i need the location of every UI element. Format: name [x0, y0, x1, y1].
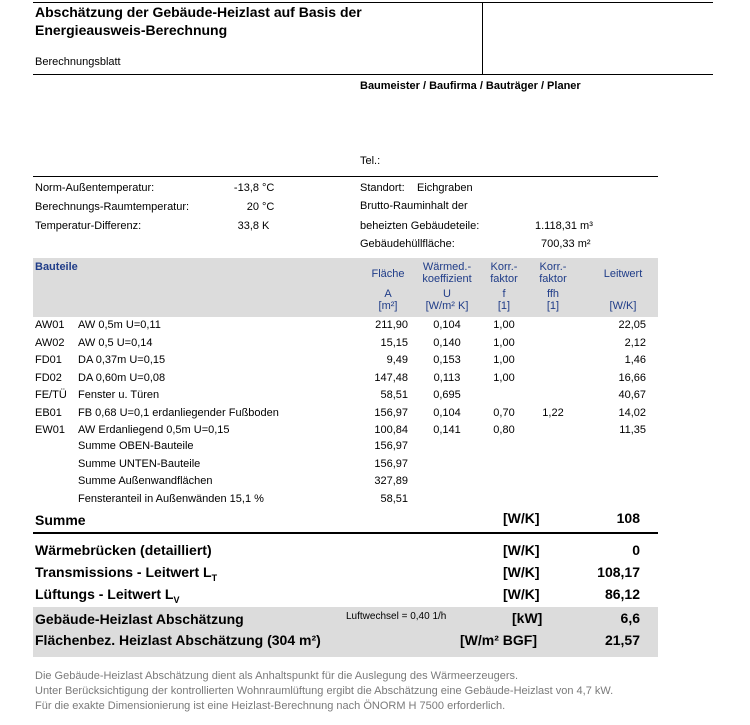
- row-code: FE/TÜ: [35, 389, 67, 401]
- result-label-text: Wärmebrücken (detailliert): [35, 542, 212, 558]
- standort-label: Standort:: [360, 182, 405, 194]
- col-korr-f-unit: [1]: [497, 300, 511, 312]
- row-desc: AW 0,5m U=0,11: [78, 319, 161, 331]
- row-leitwert: 14,02: [618, 406, 646, 419]
- row-code: FD01: [35, 354, 62, 366]
- row-desc: DA 0,60m U=0,08: [78, 371, 166, 384]
- row-f: 0,80: [493, 424, 515, 436]
- tel-label: Tel.:: [360, 155, 381, 167]
- param-unit: °C: [262, 182, 275, 194]
- col-korr-ffh-sym: ffh: [546, 288, 560, 300]
- subtitle: Berechnungsblatt: [35, 56, 121, 68]
- row-code: AW01: [35, 319, 65, 331]
- footer-line: Die Gebäude-Heizlast Abschätzung dient als Anhaltspunkt für die Auslegung des Wärmeerzeugers.: [35, 670, 519, 682]
- result-label-subscript: V: [173, 594, 180, 605]
- summe-unit: [W/K]: [503, 510, 540, 526]
- row-u: 0,153: [433, 354, 461, 366]
- row-code: EW01: [35, 424, 65, 436]
- col-waerme-sym: U: [443, 288, 451, 300]
- flaechenbez-unit: [W/m² BGF]: [460, 632, 537, 648]
- row-leitwert: 1,46: [624, 354, 646, 366]
- footer-line: Für die exakte Dimensionierung ist eine Heizlast-Berechnung nach ÖNORM H 7500 erforderlich.: [35, 700, 506, 712]
- col-korr-ffh: Korr.- faktor: [539, 261, 567, 285]
- row-u: 0,141: [433, 424, 461, 436]
- row-f: 1,00: [493, 319, 515, 331]
- param-label: Berechnungs-Raumtemperatur:: [35, 201, 190, 213]
- row-code: EB01: [35, 406, 62, 419]
- col-korr-f-sym: f: [502, 288, 506, 300]
- role-label: Baumeister / Baufirma / Bauträger / Planer: [360, 80, 581, 92]
- sum-value: 156,97: [374, 440, 408, 452]
- row-code: AW02: [35, 336, 65, 349]
- heizlast-note: Luftwechsel = 0,40 1/h: [346, 611, 447, 622]
- sum-value: 156,97: [374, 457, 408, 470]
- row-u: 0,140: [433, 336, 461, 349]
- row-area: 211,90: [375, 319, 408, 331]
- row-u: 0,104: [433, 319, 461, 331]
- row-leitwert: 2,12: [624, 336, 646, 349]
- params-top-border: [33, 176, 658, 177]
- sum-label: Summe Außenwandflächen: [78, 475, 213, 487]
- row-desc: FB 0,68 U=0,1 erdanliegender Fußboden: [78, 406, 279, 419]
- row-u: 0,695: [433, 389, 461, 401]
- title-line-1: Abschätzung der Gebäude-Heizlast auf Basis der: [35, 4, 362, 20]
- summe-value: 108: [616, 510, 640, 526]
- volume-label-1: Brutto-Rauminhalt der: [360, 200, 468, 212]
- result-unit: [W/K]: [503, 542, 540, 558]
- result-label-subscript: T: [211, 572, 218, 583]
- result-label: [35, 542, 212, 558]
- col-korr-ffh-unit: [1]: [546, 300, 560, 312]
- result-label-text: Transmissions - Leitwert L: [35, 564, 212, 580]
- col-korr-f: Korr.- faktor: [490, 261, 518, 285]
- row-f: 1,00: [493, 354, 515, 366]
- result-value: 108,17: [597, 564, 640, 580]
- row-leitwert: 40,67: [618, 389, 646, 401]
- col-flaeche-sym: A: [384, 288, 392, 300]
- row-area: 15,15: [380, 336, 408, 349]
- row-area: 147,48: [374, 371, 408, 384]
- heizlast-value: 6,6: [620, 610, 640, 626]
- row-area: 100,84: [374, 424, 408, 436]
- row-code: FD02: [35, 371, 62, 384]
- top-border: [33, 2, 713, 3]
- flaechenbez-value: 21,57: [604, 632, 640, 648]
- title-line-2: Energieausweis-Berechnung: [35, 22, 228, 38]
- result-label: [35, 564, 217, 583]
- header-divider: [482, 2, 483, 74]
- param-value: -13,8: [233, 182, 259, 194]
- heizlast-label: Gebäude-Heizlast Abschätzung: [35, 611, 244, 627]
- row-desc: AW 0,5 U=0,14: [78, 336, 153, 349]
- header-bottom-border: [33, 74, 713, 75]
- param-value: 20: [246, 201, 259, 213]
- row-leitwert: 16,66: [618, 371, 646, 384]
- row-f: 1,00: [493, 371, 515, 384]
- row-ffh: 1,22: [542, 406, 564, 419]
- row-u: 0,104: [433, 406, 461, 419]
- result-value: 0: [632, 542, 640, 558]
- volume-label-2: beheizten Gebäudeteile:: [360, 220, 480, 232]
- area-label: Gebäudehüllfläche:: [360, 238, 455, 250]
- volume-value: 1.118,31 m³: [535, 220, 593, 232]
- row-f: 0,70: [493, 406, 515, 419]
- result-value: 86,12: [604, 586, 640, 602]
- row-leitwert: 22,05: [618, 319, 646, 331]
- param-unit: K: [262, 220, 270, 232]
- row-leitwert: 11,35: [619, 424, 646, 436]
- result-label-text: Lüftungs - Leitwert L: [35, 586, 174, 602]
- col-waerme: Wärmed.- koeffizient: [422, 261, 472, 285]
- col-leitwert: Leitwert: [603, 268, 643, 280]
- sum-value: 327,89: [374, 475, 408, 487]
- param-value: 33,8: [237, 220, 259, 232]
- footer-line: Unter Berücksichtigung der kontrollierten Wohnraumlüftung ergibt die Abschätzung eine Gebäude-Heizlast von 4,7 kW.: [35, 685, 614, 697]
- row-area: 58,51: [380, 389, 408, 401]
- row-area: 156,97: [374, 406, 408, 419]
- flaechenbez-label: Flächenbez. Heizlast Abschätzung (304 m²): [35, 632, 321, 648]
- row-desc: AW Erdanliegend 0,5m U=0,15: [78, 424, 230, 436]
- param-label: Norm-Außentemperatur:: [35, 182, 155, 194]
- heizlast-unit: [kW]: [512, 610, 543, 626]
- row-u: 0,113: [433, 371, 461, 384]
- sum-label: Summe UNTEN-Bauteile: [78, 457, 201, 470]
- param-label: Temperatur-Differenz:: [35, 220, 142, 232]
- result-label: [35, 586, 179, 605]
- area-value: 700,33 m²: [541, 238, 591, 250]
- param-unit: °C: [262, 201, 275, 213]
- row-desc: DA 0,37m U=0,15: [78, 354, 166, 366]
- row-desc: Fenster u. Türen: [78, 389, 160, 401]
- summe-underline: [33, 532, 658, 534]
- summe-label: Summe: [35, 512, 86, 528]
- result-unit: [W/K]: [503, 586, 540, 602]
- col-flaeche: Fläche: [371, 268, 405, 280]
- row-f: 1,00: [493, 336, 515, 349]
- sum-label: Fensteranteil in Außenwänden 15,1 %: [78, 492, 264, 505]
- col-leitwert-unit: [W/K]: [609, 300, 637, 312]
- sum-label: Summe OBEN-Bauteile: [78, 440, 194, 452]
- col-flaeche-unit: [m²]: [378, 300, 398, 312]
- row-area: 9,49: [386, 354, 408, 366]
- standort-value: Eichgraben: [417, 182, 473, 194]
- sum-value: 58,51: [380, 492, 408, 505]
- col-bauteile: Bauteile: [35, 261, 78, 273]
- result-unit: [W/K]: [503, 564, 540, 580]
- col-waerme-unit: [W/m² K]: [425, 300, 469, 312]
